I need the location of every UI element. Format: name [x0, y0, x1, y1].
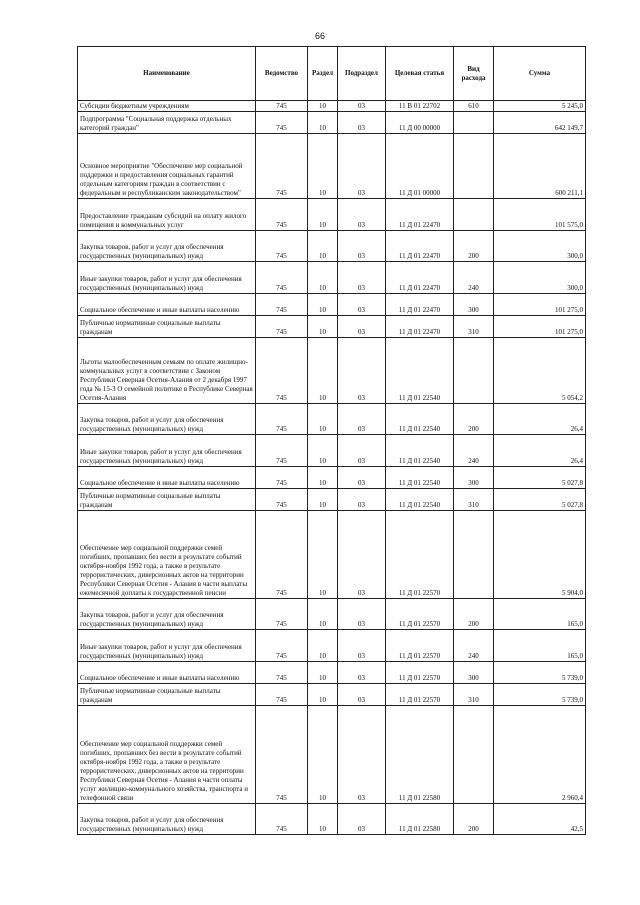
row-cs: 11 Д 01 22470	[386, 316, 454, 338]
column-header-razdel: Раздел	[308, 47, 338, 101]
row-name: Иные закупки товаров, работ и услуг для обеспечения государственных (муниципальных) нужд	[78, 435, 256, 467]
row-cs: 11 Д 01 22540	[386, 435, 454, 467]
row-podrazdel: 03	[338, 662, 386, 684]
row-ved: 745	[256, 706, 308, 804]
row-cs: 11 Д 01 22540	[386, 404, 454, 435]
column-header-cs: Целевая статья	[386, 47, 454, 101]
row-razdel: 10	[308, 112, 338, 134]
row-sum: 101 575,0	[494, 199, 586, 231]
table-row	[78, 630, 586, 662]
row-razdel: 10	[308, 199, 338, 231]
row-cs: 11 Д 01 22470	[386, 231, 454, 262]
row-podrazdel: 03	[338, 630, 386, 662]
row-razdel: 10	[308, 404, 338, 435]
table-row	[78, 316, 586, 338]
row-ved: 745	[256, 467, 308, 489]
row-name: Закупка товаров, работ и услуг для обеспечения государственных (муниципальных) нужд	[78, 599, 256, 630]
row-name: Социальное обеспечение и иные выплаты населению	[78, 662, 256, 684]
row-ved: 745	[256, 262, 308, 294]
row-razdel: 10	[308, 134, 338, 199]
row-podrazdel: 03	[338, 804, 386, 835]
row-name: Основное мероприятие "Обеспечение мер социальной поддержки и предоставления социальных гарантий отдельным категориям граждан в соответствии с федеральным и республиканским законодательством"	[78, 134, 256, 199]
row-vr: 240	[454, 435, 494, 467]
row-sum: 5 904,0	[494, 511, 586, 599]
row-cs: 11 Д 01 22540	[386, 338, 454, 404]
table-header-row	[78, 47, 586, 101]
row-cs: 11 Д 01 22470	[386, 262, 454, 294]
table-row	[78, 294, 586, 316]
column-header-ved: Ведомство	[256, 47, 308, 101]
row-sum: 5 054,2	[494, 338, 586, 404]
row-razdel: 10	[308, 489, 338, 511]
row-podrazdel: 03	[338, 489, 386, 511]
page-number: 66	[314, 31, 325, 41]
row-ved: 745	[256, 511, 308, 599]
row-vr	[454, 134, 494, 199]
row-ved: 745	[256, 101, 308, 112]
row-razdel: 10	[308, 294, 338, 316]
table-row	[78, 684, 586, 706]
row-vr: 310	[454, 316, 494, 338]
row-podrazdel: 03	[338, 706, 386, 804]
row-razdel: 10	[308, 435, 338, 467]
row-vr	[454, 338, 494, 404]
table-row	[78, 804, 586, 835]
row-vr	[454, 199, 494, 231]
row-podrazdel: 03	[338, 511, 386, 599]
row-ved: 745	[256, 435, 308, 467]
row-vr	[454, 112, 494, 134]
table-row	[78, 112, 586, 134]
row-podrazdel: 03	[338, 199, 386, 231]
row-cs: 11 Д 01 22540	[386, 467, 454, 489]
row-vr	[454, 511, 494, 599]
row-ved: 745	[256, 684, 308, 706]
row-razdel: 10	[308, 804, 338, 835]
row-sum: 5 027,8	[494, 467, 586, 489]
row-ved: 745	[256, 630, 308, 662]
row-razdel: 10	[308, 101, 338, 112]
row-ved: 745	[256, 199, 308, 231]
row-sum: 5 027,8	[494, 489, 586, 511]
row-cs: 11 Д 01 22570	[386, 662, 454, 684]
table-row	[78, 262, 586, 294]
table-row	[78, 199, 586, 231]
column-header-name: Наименование	[78, 47, 256, 101]
row-sum: 42,5	[494, 804, 586, 835]
row-vr	[454, 706, 494, 804]
row-podrazdel: 03	[338, 435, 386, 467]
table-row	[78, 404, 586, 435]
table-row	[78, 706, 586, 804]
row-ved: 745	[256, 112, 308, 134]
row-ved: 745	[256, 231, 308, 262]
row-name: Обеспечение мер социальной поддержки семей погибших, пропавших без вести в результате событий октября-ноября 1992 года, а также в результате террористических, диверсионных актов на территории Республики Северная Осетия - Алания в части оплаты услуг жилищно-коммунального хозяйства, транспорта и телефонной связи	[78, 706, 256, 804]
row-cs: 11 Д 01 22580	[386, 804, 454, 835]
table-row	[78, 338, 586, 404]
row-ved: 745	[256, 404, 308, 435]
row-podrazdel: 03	[338, 316, 386, 338]
row-sum: 5 245,0	[494, 101, 586, 112]
row-vr: 200	[454, 231, 494, 262]
row-vr: 300	[454, 662, 494, 684]
row-sum: 5 739,0	[494, 684, 586, 706]
row-podrazdel: 03	[338, 404, 386, 435]
row-cs: 11 Д 01 22470	[386, 199, 454, 231]
column-header-podrazdel: Подраздел	[338, 47, 386, 101]
row-cs: 11 Д 01 22580	[386, 706, 454, 804]
row-cs: 11 Д 00 00000	[386, 112, 454, 134]
row-vr: 300	[454, 467, 494, 489]
row-podrazdel: 03	[338, 262, 386, 294]
row-vr: 200	[454, 404, 494, 435]
row-name: Публичные нормативные социальные выплаты гражданам	[78, 489, 256, 511]
row-cs: 11 Д 01 22570	[386, 684, 454, 706]
table-row	[78, 662, 586, 684]
column-header-sum: Сумма	[494, 47, 586, 101]
row-podrazdel: 03	[338, 112, 386, 134]
row-razdel: 10	[308, 706, 338, 804]
row-vr: 240	[454, 630, 494, 662]
row-vr: 200	[454, 804, 494, 835]
column-header-vr: Вид расхода	[454, 47, 494, 101]
row-podrazdel: 03	[338, 134, 386, 199]
row-podrazdel: 03	[338, 684, 386, 706]
row-ved: 745	[256, 489, 308, 511]
budget-table	[77, 46, 586, 835]
row-sum: 26,4	[494, 404, 586, 435]
row-cs: 11 Д 01 22470	[386, 294, 454, 316]
row-name: Закупка товаров, работ и услуг для обеспечения государственных (муниципальных) нужд	[78, 804, 256, 835]
row-name: Социальное обеспечение и иные выплаты населению	[78, 294, 256, 316]
row-cs: 11 Д 01 22570	[386, 599, 454, 630]
row-ved: 745	[256, 662, 308, 684]
row-sum: 300,0	[494, 231, 586, 262]
row-vr: 310	[454, 489, 494, 511]
table-row	[78, 101, 586, 112]
row-name: Подпрограмма "Социальная поддержка отдельных категорий граждан"	[78, 112, 256, 134]
row-vr: 310	[454, 684, 494, 706]
row-razdel: 10	[308, 262, 338, 294]
row-vr: 300	[454, 294, 494, 316]
row-podrazdel: 03	[338, 599, 386, 630]
row-name: Закупка товаров, работ и услуг для обеспечения государственных (муниципальных) нужд	[78, 231, 256, 262]
row-sum: 101 275,0	[494, 294, 586, 316]
row-sum: 101 275,0	[494, 316, 586, 338]
row-sum: 642 149,7	[494, 112, 586, 134]
row-podrazdel: 03	[338, 231, 386, 262]
table-row	[78, 489, 586, 511]
row-sum: 600 211,1	[494, 134, 586, 199]
row-razdel: 10	[308, 338, 338, 404]
table-row	[78, 435, 586, 467]
row-sum: 26,4	[494, 435, 586, 467]
row-cs: 11 Д 01 22570	[386, 630, 454, 662]
row-sum: 165,0	[494, 599, 586, 630]
row-ved: 745	[256, 338, 308, 404]
row-name: Публичные нормативные социальные выплаты гражданам	[78, 684, 256, 706]
row-cs: 11 Д 01 22570	[386, 511, 454, 599]
row-razdel: 10	[308, 511, 338, 599]
row-razdel: 10	[308, 316, 338, 338]
row-cs: 11 В 01 22702	[386, 101, 454, 112]
row-name: Иные закупки товаров, работ и услуг для обеспечения государственных (муниципальных) нужд	[78, 262, 256, 294]
table-row	[78, 231, 586, 262]
row-vr: 200	[454, 599, 494, 630]
row-cs: 11 Д 01 00000	[386, 134, 454, 199]
row-razdel: 10	[308, 231, 338, 262]
row-name: Обеспечение мер социальной поддержки семей погибших, пропавших без вести в результате событий октября-ноября 1992 года, а также в результате террористических, диверсионных актов на территории Республики Северная Осетия - Алания в части выплаты ежемесячной доплаты к государственной пенсии	[78, 511, 256, 599]
row-podrazdel: 03	[338, 338, 386, 404]
row-razdel: 10	[308, 662, 338, 684]
table-row	[78, 134, 586, 199]
row-podrazdel: 03	[338, 101, 386, 112]
row-ved: 745	[256, 294, 308, 316]
table-row	[78, 511, 586, 599]
row-ved: 745	[256, 134, 308, 199]
row-razdel: 10	[308, 467, 338, 489]
row-name: Льготы малообеспеченным семьям по оплате жилищно-коммунальных услуг в соответствии с Законом Республики Северная Осетия-Алания от 2 декабря 1997 года № 15-З О семейной политике в Республике Северная Осетия-Алания	[78, 338, 256, 404]
row-name: Закупка товаров, работ и услуг для обеспечения государственных (муниципальных) нужд	[78, 404, 256, 435]
row-sum: 5 739,0	[494, 662, 586, 684]
row-vr: 240	[454, 262, 494, 294]
row-razdel: 10	[308, 599, 338, 630]
row-razdel: 10	[308, 630, 338, 662]
table-row	[78, 599, 586, 630]
row-ved: 745	[256, 599, 308, 630]
row-sum: 2 960,4	[494, 706, 586, 804]
row-sum: 165,0	[494, 630, 586, 662]
row-razdel: 10	[308, 684, 338, 706]
row-name: Субсидии бюджетным учреждениям	[78, 101, 256, 112]
row-name: Публичные нормативные социальные выплаты гражданам	[78, 316, 256, 338]
row-cs: 11 Д 01 22540	[386, 489, 454, 511]
row-sum: 300,0	[494, 262, 586, 294]
row-name: Социальное обеспечение и иные выплаты населению	[78, 467, 256, 489]
row-podrazdel: 03	[338, 294, 386, 316]
row-ved: 745	[256, 804, 308, 835]
row-name: Иные закупки товаров, работ и услуг для обеспечения государственных (муниципальных) нужд	[78, 630, 256, 662]
row-name: Предоставление гражданам субсидий на оплату жилого помещения и коммунальных услуг	[78, 199, 256, 231]
row-ved: 745	[256, 316, 308, 338]
row-vr: 610	[454, 101, 494, 112]
table-row	[78, 467, 586, 489]
row-podrazdel: 03	[338, 467, 386, 489]
